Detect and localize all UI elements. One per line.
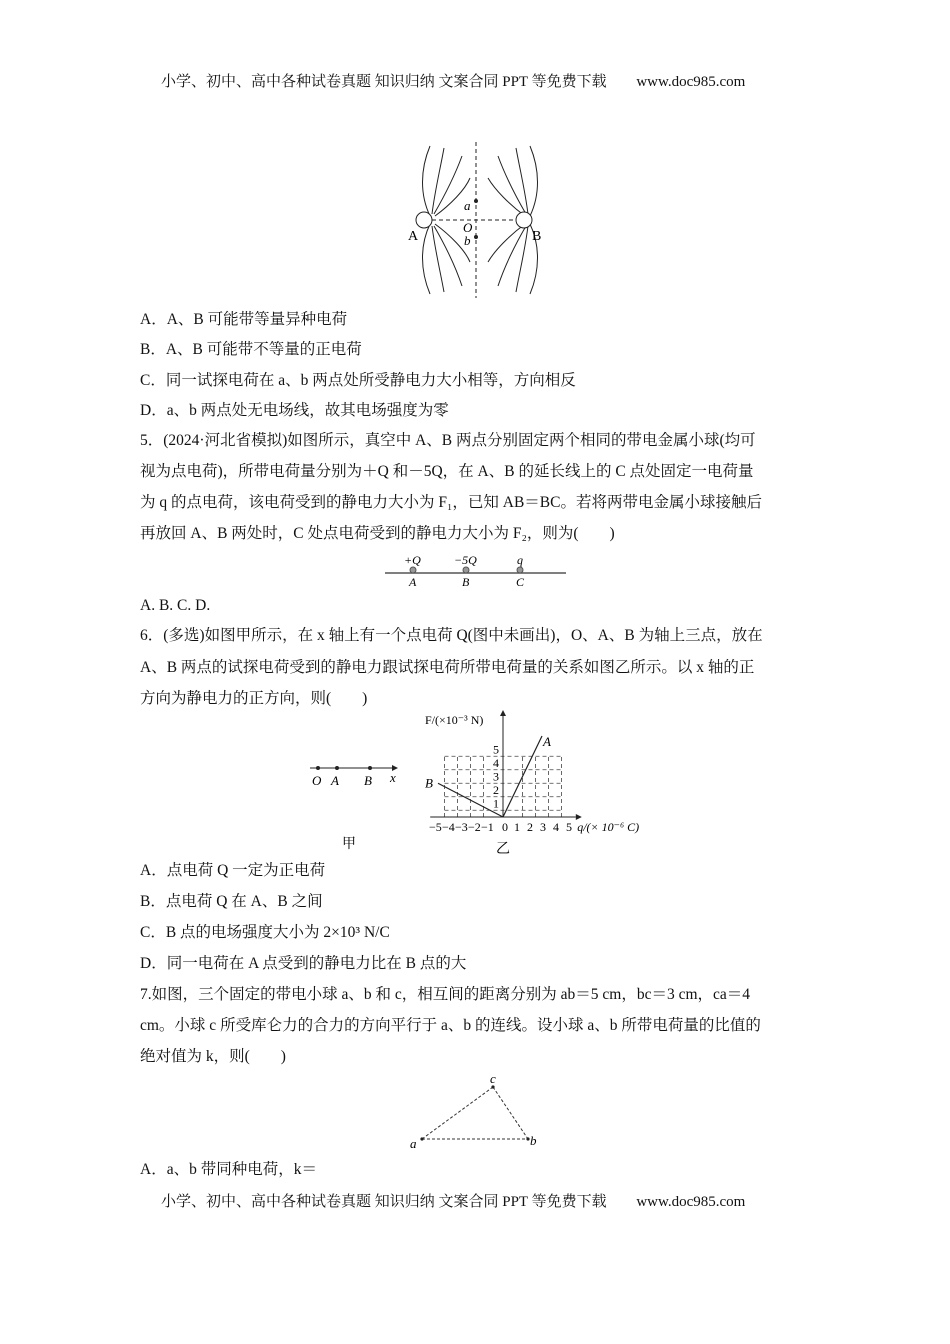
q7-line: 7.如图，三个固定的带电小球 a、b 和 c，相互间的距离分别为 ab＝5 cm，bc＝3 cm，ca＝4 <box>140 986 751 1003</box>
charge-B-label: −5Q <box>454 553 477 567</box>
q7-option-a[interactable]: A．a、b 带同种电荷，k＝ <box>140 1161 317 1178</box>
charge-A-label: +Q <box>404 553 421 567</box>
q6-line: 6．(多选)如图甲所示，在 x 轴上有一个点电荷 Q(图中未画出)，O、A、B 为轴上三点，放在 <box>140 627 763 644</box>
label-x: x <box>390 770 396 785</box>
q5-line: 为 q 的点电荷，该电荷受到的静电力大小为 F₁，已知 AB＝BC。若将两带电金属小球接触后 <box>140 494 762 511</box>
header-text: 小学、初中、高中各种试卷真题 知识归纳 文案合同 PPT 等免费下载 <box>161 74 607 90</box>
label-O: O <box>463 220 473 235</box>
q5-options[interactable]: A. B. C. D. <box>140 597 211 614</box>
q5-line: 5．(2024·河北省模拟)如图所示，真空中 A、B 两点分别固定两个相同的带电金属小球(均可 <box>140 432 756 449</box>
q7-line: 绝对值为 k，则( ) <box>140 1048 286 1065</box>
q5-charges-figure <box>380 550 570 590</box>
label-b: b <box>530 1133 537 1148</box>
x-tick-label: 5 <box>566 820 572 834</box>
q7-triangle-figure <box>400 1071 550 1155</box>
q6-option-c[interactable]: C．B 点的电场强度大小为 2×10³ N/C <box>140 924 390 941</box>
q4-option-d[interactable]: D．a、b 两点处无电场线，故其电场强度为零 <box>140 402 449 419</box>
q6-option-d[interactable]: D．同一电荷在 A 点受到的静电力比在 B 点的大 <box>140 955 467 972</box>
y-tick-label: 2 <box>493 783 499 797</box>
y-axis-arrow <box>500 710 506 716</box>
label-A: A <box>331 773 339 788</box>
fig-jia <box>300 760 400 855</box>
y-axis-label: F/(×10⁻³ N) <box>425 713 484 727</box>
q7-line: cm。小球 c 所受库仑力的合力的方向平行于 a、b 的连线。设小球 a、b 所带电荷量的比值的 <box>140 1017 761 1034</box>
page-footer <box>161 1190 745 1211</box>
q6-line: 方向为静电力的正方向，则( ) <box>140 690 368 707</box>
y-tick-label: 3 <box>493 769 499 784</box>
q4-option-c[interactable]: C．同一试探电荷在 a、b 两点处所受静电力大小相等，方向相反 <box>140 372 576 389</box>
label-c: c <box>490 1071 496 1086</box>
label-O: O <box>312 773 322 788</box>
x-axis-label: q/(× 10⁻⁶ C) <box>577 820 640 834</box>
series-label-A: A <box>543 734 551 749</box>
footer-text: 小学、初中、高中各种试卷真题 知识归纳 文案合同 PPT 等免费下载 <box>161 1194 607 1210</box>
label-B: B <box>532 229 542 244</box>
header-url[interactable]: www.doc985.com <box>636 74 746 90</box>
series-line-A <box>503 736 542 817</box>
x-tick-label: −3 <box>455 820 468 834</box>
y-tick-label: 5 <box>493 742 499 757</box>
page-header <box>161 70 745 91</box>
q4-option-a[interactable]: A．A、B 可能带等量异种电荷 <box>140 311 348 328</box>
q5-line: 再放回 A、B 两处时，C 处点电荷受到的静电力大小为 F₂，则为( ) <box>140 525 615 542</box>
y-tick-label: 4 <box>493 756 499 770</box>
caption-yi: 乙 <box>496 842 510 857</box>
x-tick-label: 4 <box>553 820 559 834</box>
q6-option-a[interactable]: A．点电荷 Q 一定为正电荷 <box>140 862 326 879</box>
footer-url[interactable]: www.doc985.com <box>636 1194 746 1210</box>
x-tick-label: −4 <box>442 820 455 834</box>
point-B-label: B <box>462 575 470 589</box>
point-C-label: C <box>516 575 525 589</box>
charge-B <box>516 212 532 228</box>
x-tick-label: 2 <box>527 820 533 834</box>
x-tick-label: 1 <box>514 820 520 834</box>
y-tick-label: 1 <box>493 796 499 811</box>
label-a: a <box>410 1136 417 1151</box>
series-label-B: B <box>425 775 433 791</box>
label-a: a <box>464 198 471 213</box>
x-tick-label: 3 <box>540 820 546 834</box>
x-tick-label: −1 <box>481 820 494 834</box>
x-tick-label: −2 <box>468 820 481 834</box>
label-B: B <box>364 773 372 788</box>
label-b: b <box>464 233 471 248</box>
charge-A <box>416 212 432 228</box>
point-A-label: A <box>409 575 417 589</box>
caption-jia: 甲 <box>342 837 356 852</box>
charge-C-label: q <box>517 553 523 567</box>
fig-yi-chart <box>390 710 660 855</box>
label-A: A <box>408 229 419 244</box>
q4-option-b[interactable]: B．A、B 可能带不等量的正电荷 <box>140 341 362 358</box>
q6-option-b[interactable]: B．点电荷 Q 在 A、B 之间 <box>140 893 323 910</box>
x-tick-label: 0 <box>502 820 508 834</box>
q6-line: A、B 两点的试探电荷受到的静电力跟试探电荷所带电荷量的关系如图乙所示。以 x 轴的正 <box>140 659 755 676</box>
q5-line: 视为点电荷)，所带电荷量分别为＋Q 和－5Q，在 A、B 的延长线上的 C 点处固定一电荷量 <box>140 463 754 480</box>
field-lines-figure <box>400 140 560 300</box>
x-tick-label: −5 <box>429 820 442 834</box>
